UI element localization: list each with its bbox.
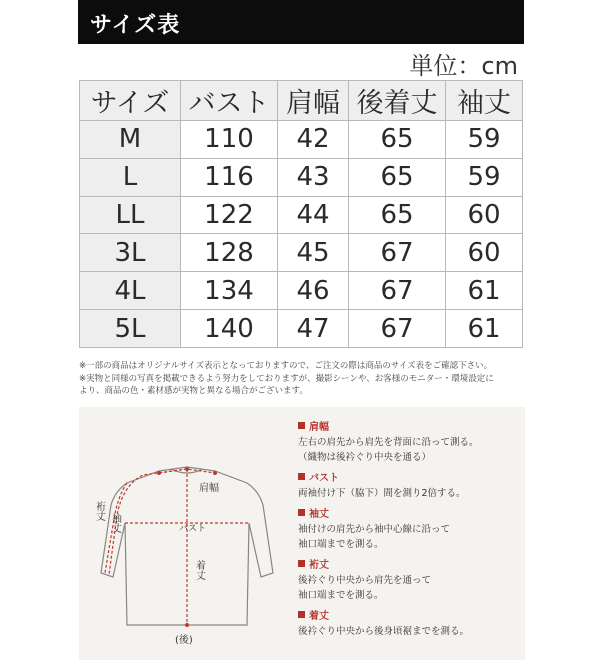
unit-label: 単位：cm — [409, 52, 518, 80]
page-title: サイズ表 — [90, 13, 181, 38]
sleeve-cell: 60 — [446, 234, 523, 272]
table-row — [80, 272, 523, 310]
table-row — [80, 158, 523, 196]
shoulder-cell: 44 — [278, 196, 349, 234]
sleeve-cell: 59 — [446, 158, 523, 196]
length-cell: 65 — [349, 158, 446, 196]
bust-cell: 116 — [181, 158, 278, 196]
table-row — [80, 310, 523, 348]
definition-item — [298, 472, 523, 501]
definition-text: 袖口端までを測る。 — [298, 590, 384, 601]
table-row — [80, 196, 523, 234]
label-yuki: 裄丈 — [93, 501, 105, 521]
definition-text: 後衿ぐり中央から後身頃裾までを測る。 — [298, 626, 470, 637]
shoulder-cell: 43 — [278, 158, 349, 196]
definition-text: 両袖付け下（脇下）間を測り2倍する。 — [298, 488, 466, 499]
definition-item — [298, 508, 523, 552]
length-cell: 65 — [349, 196, 446, 234]
bust-cell: 128 — [181, 234, 278, 272]
length-cell: 67 — [349, 234, 446, 272]
sleeve-cell: 61 — [446, 310, 523, 348]
size-cell: 5L — [80, 310, 181, 348]
column-header-bust: バスト — [181, 81, 278, 121]
definition-text: 左右の肩先から肩先を背面に沿って測る。 — [298, 437, 479, 448]
size-cell: 4L — [80, 272, 181, 310]
definition-title: 着丈 — [309, 611, 329, 622]
header-bar — [78, 0, 524, 44]
definition-text: （織物は後衿ぐり中央を通る） — [298, 452, 432, 463]
bust-cell: 134 — [181, 272, 278, 310]
note-line: ※実物と同様の写真を掲載できるよう努力をしておりますが、撮影シーンや、お客様のモニター・環境設定に — [79, 373, 494, 384]
definition-item — [298, 559, 523, 603]
column-header-shoulder: 肩幅 — [278, 81, 349, 121]
shoulder-cell: 46 — [278, 272, 349, 310]
table-row — [80, 121, 523, 159]
note-line: より、商品の色・素材感が実物と異なる場合がございます。 — [79, 386, 308, 396]
bullet-square-icon — [298, 611, 305, 618]
length-cell: 67 — [349, 272, 446, 310]
size-cell: 3L — [80, 234, 181, 272]
column-header-sleeve: 袖丈 — [446, 81, 523, 121]
label-bust: バスト — [179, 524, 207, 534]
bust-cell: 110 — [181, 121, 278, 159]
shoulder-cell: 47 — [278, 310, 349, 348]
definition-title: バスト — [309, 473, 339, 484]
definition-title: 裄丈 — [309, 560, 329, 571]
column-header-length: 後着丈 — [349, 81, 446, 121]
table-row — [80, 234, 523, 272]
label-shoulder: 肩幅 — [199, 483, 219, 494]
definition-text: 袖付けの肩先から袖中心線に沿って — [298, 524, 451, 535]
definition-text: 後衿ぐり中央から肩先を通って — [298, 575, 432, 586]
size-cell: LL — [80, 196, 181, 234]
table-header-row — [80, 81, 523, 121]
label-length: 着丈 — [193, 560, 205, 580]
notes — [79, 360, 525, 398]
size-cell: M — [80, 121, 181, 159]
measurement-definitions — [298, 421, 523, 646]
label-back: (後) — [175, 635, 193, 646]
column-header-size: サイズ — [80, 81, 181, 121]
bullet-square-icon — [298, 509, 305, 516]
definition-item — [298, 421, 523, 465]
sleeve-cell: 59 — [446, 121, 523, 159]
bullet-square-icon — [298, 560, 305, 567]
label-sleeve: 袖丈 — [109, 513, 121, 533]
sleeve-cell: 60 — [446, 196, 523, 234]
bullet-square-icon — [298, 473, 305, 480]
size-table — [79, 80, 523, 348]
garment-diagram — [87, 425, 287, 650]
definition-title: 肩幅 — [309, 422, 329, 433]
size-cell: L — [80, 158, 181, 196]
definition-item — [298, 610, 523, 639]
sleeve-cell: 61 — [446, 272, 523, 310]
bust-cell: 140 — [181, 310, 278, 348]
shoulder-cell: 45 — [278, 234, 349, 272]
definition-title: 袖丈 — [309, 509, 329, 520]
definition-text: 袖口端までを測る。 — [298, 539, 384, 550]
bullet-square-icon — [298, 422, 305, 429]
measurement-guide — [79, 407, 525, 660]
length-cell: 65 — [349, 121, 446, 159]
length-cell: 67 — [349, 310, 446, 348]
note-line: ※一部の商品はオリジナルサイズ表示となっておりますので、ご注文の際は商品のサイズ表をご確認下さい。 — [79, 361, 493, 371]
shoulder-cell: 42 — [278, 121, 349, 159]
bust-cell: 122 — [181, 196, 278, 234]
